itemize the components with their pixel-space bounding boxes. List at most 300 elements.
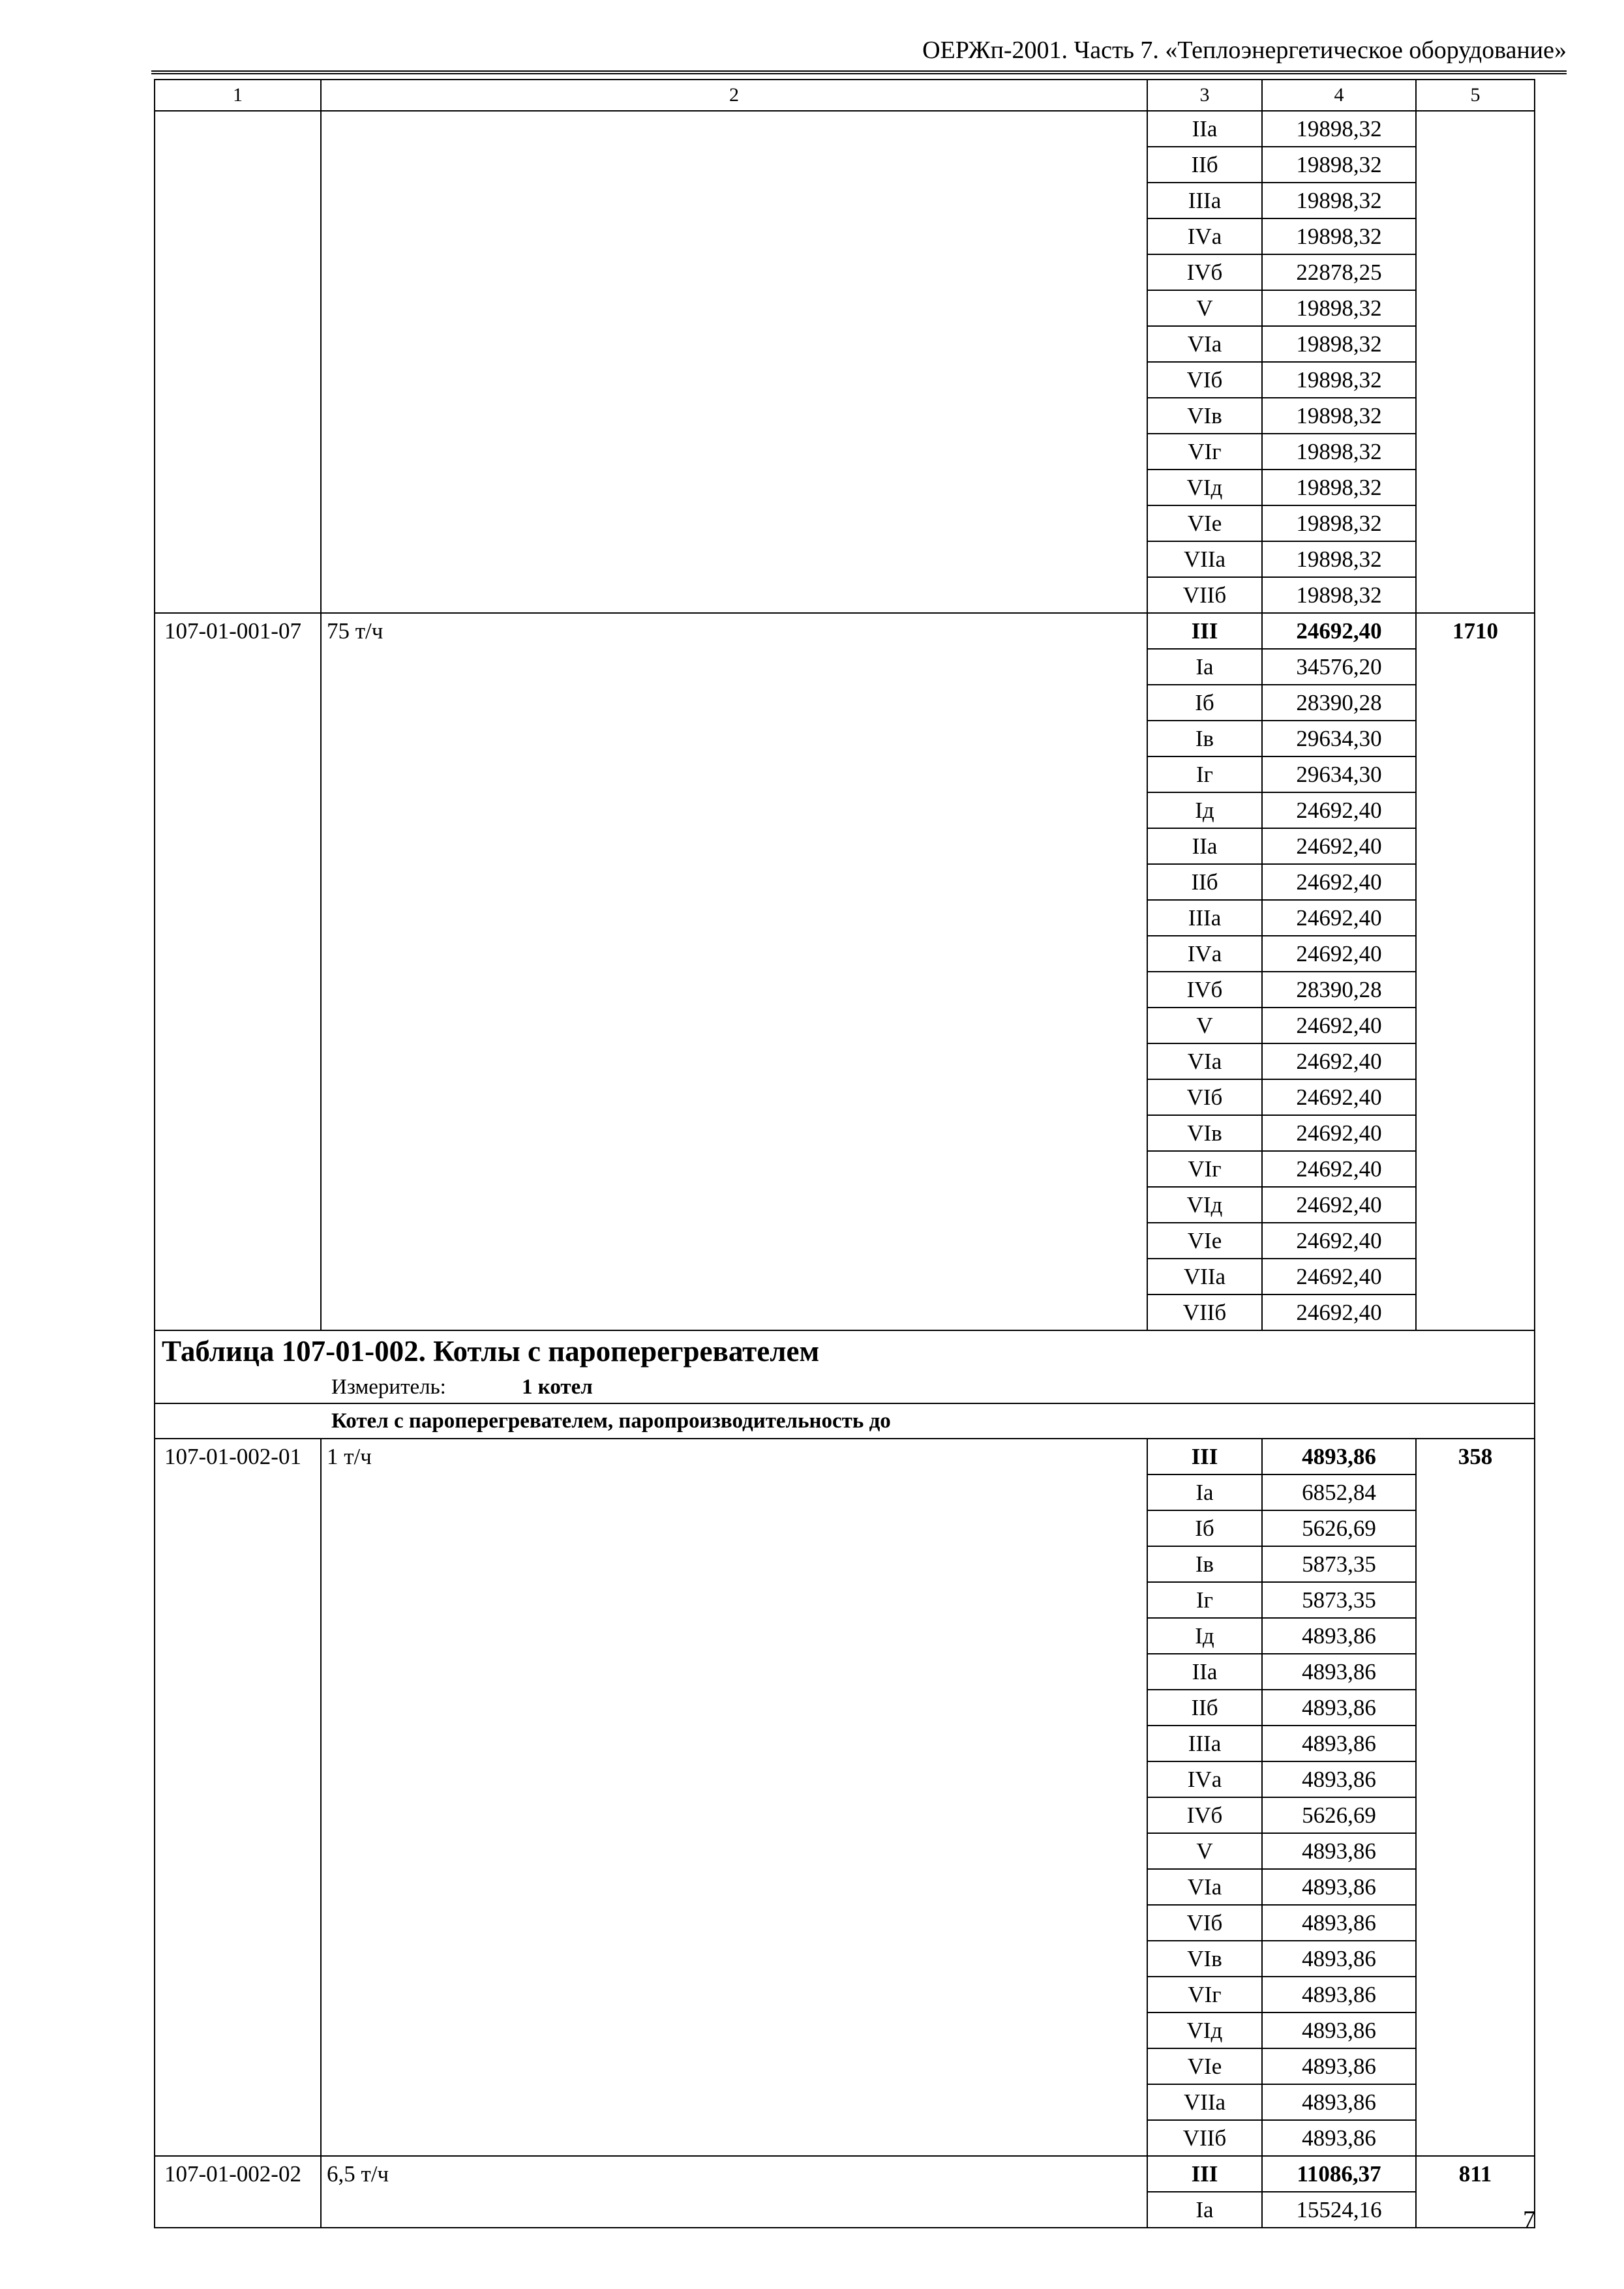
price-cell: 5873,35 bbox=[1262, 1582, 1416, 1618]
zone-cell: Iд bbox=[1147, 1618, 1262, 1654]
name-cell bbox=[321, 1259, 1147, 1294]
code-cell bbox=[155, 1187, 321, 1223]
table-row bbox=[155, 1905, 1535, 1941]
code-cell bbox=[155, 1474, 321, 1510]
price-cell: 19898,32 bbox=[1262, 470, 1416, 505]
name-cell bbox=[321, 434, 1147, 470]
labor-cell bbox=[1416, 1582, 1535, 1618]
table-row bbox=[155, 1977, 1535, 2012]
table-row bbox=[155, 1618, 1535, 1654]
table-row bbox=[155, 1761, 1535, 1797]
zone-cell: III bbox=[1147, 2156, 1262, 2192]
table-row bbox=[155, 1474, 1535, 1510]
code-cell bbox=[155, 1043, 321, 1079]
name-cell bbox=[321, 505, 1147, 541]
price-cell: 24692,40 bbox=[1262, 1223, 1416, 1259]
zone-cell: VIIа bbox=[1147, 1259, 1262, 1294]
name-cell bbox=[321, 1726, 1147, 1761]
code-cell bbox=[155, 1654, 321, 1690]
labor-cell bbox=[1416, 1008, 1535, 1043]
code-cell bbox=[155, 2192, 321, 2228]
code-cell bbox=[155, 577, 321, 613]
code-cell bbox=[155, 1618, 321, 1654]
zone-cell: V bbox=[1147, 290, 1262, 326]
name-cell bbox=[321, 828, 1147, 864]
price-cell: 4893,86 bbox=[1262, 1618, 1416, 1654]
code-cell bbox=[155, 828, 321, 864]
code-cell bbox=[155, 1726, 321, 1761]
table-row bbox=[155, 577, 1535, 613]
zone-cell: VIб bbox=[1147, 1079, 1262, 1115]
price-cell: 4893,86 bbox=[1262, 1690, 1416, 1726]
price-cell: 19898,32 bbox=[1262, 362, 1416, 398]
price-cell: 4893,86 bbox=[1262, 1869, 1416, 1905]
code-cell bbox=[155, 1546, 321, 1582]
table-row bbox=[155, 1187, 1535, 1223]
table-row bbox=[155, 1008, 1535, 1043]
price-table bbox=[154, 79, 1535, 2228]
price-cell: 19898,32 bbox=[1262, 290, 1416, 326]
code-cell bbox=[155, 1977, 321, 2012]
zone-cell: VIб bbox=[1147, 1905, 1262, 1941]
page-number: 7 bbox=[1523, 2206, 1535, 2234]
table-row bbox=[155, 1797, 1535, 1833]
zone-cell: Iд bbox=[1147, 792, 1262, 828]
zone-cell: VIд bbox=[1147, 1187, 1262, 1223]
code-cell bbox=[155, 1223, 321, 1259]
price-cell: 22878,25 bbox=[1262, 254, 1416, 290]
labor-cell bbox=[1416, 577, 1535, 613]
labor-cell bbox=[1416, 649, 1535, 685]
labor-cell bbox=[1416, 398, 1535, 434]
table-row bbox=[155, 1546, 1535, 1582]
labor-cell bbox=[1416, 2084, 1535, 2120]
code-cell bbox=[155, 505, 321, 541]
zone-cell: IVб bbox=[1147, 254, 1262, 290]
name-cell bbox=[321, 792, 1147, 828]
labor-cell bbox=[1416, 1474, 1535, 1510]
price-cell: 6852,84 bbox=[1262, 1474, 1416, 1510]
price-cell: 4893,86 bbox=[1262, 2120, 1416, 2156]
price-cell: 19898,32 bbox=[1262, 326, 1416, 362]
name-cell bbox=[321, 362, 1147, 398]
name-cell bbox=[321, 1941, 1147, 1977]
name-cell bbox=[321, 1654, 1147, 1690]
table-row bbox=[155, 2084, 1535, 2120]
zone-cell: VIа bbox=[1147, 1043, 1262, 1079]
code-cell bbox=[155, 183, 321, 218]
labor-cell bbox=[1416, 1294, 1535, 1330]
labor-cell bbox=[1416, 792, 1535, 828]
price-cell: 24692,40 bbox=[1262, 1079, 1416, 1115]
code-cell bbox=[155, 936, 321, 972]
labor-cell bbox=[1416, 434, 1535, 470]
code-cell bbox=[155, 1510, 321, 1546]
price-cell: 4893,86 bbox=[1262, 1941, 1416, 1977]
labor-cell bbox=[1416, 685, 1535, 721]
column-header: 2 bbox=[321, 80, 1147, 111]
price-cell: 24692,40 bbox=[1262, 792, 1416, 828]
table-row bbox=[155, 1510, 1535, 1546]
zone-cell: Iа bbox=[1147, 1474, 1262, 1510]
zone-cell: VIв bbox=[1147, 398, 1262, 434]
code-cell bbox=[155, 2084, 321, 2120]
name-cell bbox=[321, 1582, 1147, 1618]
code-cell bbox=[155, 470, 321, 505]
table-row bbox=[155, 1259, 1535, 1294]
name-cell bbox=[321, 1151, 1147, 1187]
zone-cell: VIв bbox=[1147, 1115, 1262, 1151]
table-row bbox=[155, 1869, 1535, 1905]
code-cell bbox=[155, 756, 321, 792]
code-cell bbox=[155, 2012, 321, 2048]
price-cell: 24692,40 bbox=[1262, 1259, 1416, 1294]
name-cell bbox=[321, 2120, 1147, 2156]
code-cell bbox=[155, 1151, 321, 1187]
labor-cell bbox=[1416, 1761, 1535, 1797]
labor-cell bbox=[1416, 254, 1535, 290]
zone-cell: Iа bbox=[1147, 2192, 1262, 2228]
code-cell bbox=[155, 1008, 321, 1043]
zone-cell: Iб bbox=[1147, 1510, 1262, 1546]
labor-cell bbox=[1416, 2192, 1535, 2228]
price-cell: 28390,28 bbox=[1262, 685, 1416, 721]
labor-cell: 1710 bbox=[1416, 613, 1535, 649]
labor-cell bbox=[1416, 1151, 1535, 1187]
code-cell bbox=[155, 1833, 321, 1869]
name-cell bbox=[321, 2084, 1147, 2120]
table-row bbox=[155, 218, 1535, 254]
table-row bbox=[155, 756, 1535, 792]
name-cell bbox=[321, 2012, 1147, 2048]
labor-cell bbox=[1416, 1546, 1535, 1582]
name-cell bbox=[321, 398, 1147, 434]
name-cell bbox=[321, 218, 1147, 254]
name-cell bbox=[321, 936, 1147, 972]
labor-cell bbox=[1416, 183, 1535, 218]
zone-cell: VIIа bbox=[1147, 2084, 1262, 2120]
table-row bbox=[155, 649, 1535, 685]
table-row bbox=[155, 1115, 1535, 1151]
name-cell: 1 т/ч bbox=[321, 1439, 1147, 1474]
labor-cell bbox=[1416, 1833, 1535, 1869]
zone-cell: IVб bbox=[1147, 972, 1262, 1008]
code-cell bbox=[155, 649, 321, 685]
table-row bbox=[155, 828, 1535, 864]
name-cell bbox=[321, 864, 1147, 900]
code-cell bbox=[155, 1761, 321, 1797]
zone-cell: VIе bbox=[1147, 2048, 1262, 2084]
name-cell bbox=[321, 326, 1147, 362]
table-row bbox=[155, 864, 1535, 900]
labor-cell bbox=[1416, 290, 1535, 326]
name-cell bbox=[321, 2192, 1147, 2228]
zone-cell: V bbox=[1147, 1833, 1262, 1869]
zone-cell: VIг bbox=[1147, 434, 1262, 470]
running-header: ОЕРЖп-2001. Часть 7. «Теплоэнергетическое оборудование» bbox=[922, 37, 1567, 64]
code-cell bbox=[155, 1582, 321, 1618]
price-cell: 4893,86 bbox=[1262, 2048, 1416, 2084]
section-row bbox=[155, 1403, 1535, 1439]
zone-cell: IVа bbox=[1147, 936, 1262, 972]
labor-cell: 358 bbox=[1416, 1439, 1535, 1474]
name-cell bbox=[321, 685, 1147, 721]
code-cell bbox=[155, 398, 321, 434]
table-row bbox=[155, 1654, 1535, 1690]
zone-cell: VIIб bbox=[1147, 1294, 1262, 1330]
table-row bbox=[155, 1151, 1535, 1187]
labor-cell bbox=[1416, 1869, 1535, 1905]
table-row bbox=[155, 900, 1535, 936]
zone-cell: IIа bbox=[1147, 111, 1262, 147]
labor-cell bbox=[1416, 541, 1535, 577]
table-row bbox=[155, 2156, 1535, 2192]
price-cell: 24692,40 bbox=[1262, 1187, 1416, 1223]
code-cell bbox=[155, 147, 321, 183]
meter-row bbox=[155, 1371, 1535, 1403]
code-cell bbox=[155, 1259, 321, 1294]
price-cell: 24692,40 bbox=[1262, 828, 1416, 864]
labor-cell bbox=[1416, 1510, 1535, 1546]
price-cell: 24692,40 bbox=[1262, 864, 1416, 900]
name-cell bbox=[321, 1905, 1147, 1941]
table-row bbox=[155, 541, 1535, 577]
code-cell bbox=[155, 1941, 321, 1977]
table-row bbox=[155, 1726, 1535, 1761]
column-header-row bbox=[155, 80, 1535, 111]
labor-cell bbox=[1416, 111, 1535, 147]
table-row bbox=[155, 972, 1535, 1008]
labor-cell bbox=[1416, 721, 1535, 756]
name-cell bbox=[321, 1690, 1147, 1726]
code-cell bbox=[155, 290, 321, 326]
zone-cell: IVб bbox=[1147, 1797, 1262, 1833]
name-cell bbox=[321, 290, 1147, 326]
labor-cell bbox=[1416, 1043, 1535, 1079]
name-cell bbox=[321, 1008, 1147, 1043]
name-cell bbox=[321, 470, 1147, 505]
price-cell: 19898,32 bbox=[1262, 577, 1416, 613]
table-row bbox=[155, 685, 1535, 721]
meter-value: 1 котел bbox=[522, 1375, 593, 1399]
code-cell bbox=[155, 1294, 321, 1330]
table-row bbox=[155, 1294, 1535, 1330]
table-row bbox=[155, 2120, 1535, 2156]
name-cell bbox=[321, 1079, 1147, 1115]
name-cell bbox=[321, 147, 1147, 183]
price-cell: 29634,30 bbox=[1262, 721, 1416, 756]
price-cell: 4893,86 bbox=[1262, 1833, 1416, 1869]
table-row bbox=[155, 147, 1535, 183]
zone-cell: VIб bbox=[1147, 362, 1262, 398]
zone-cell: IIб bbox=[1147, 147, 1262, 183]
zone-cell: IIа bbox=[1147, 828, 1262, 864]
code-cell bbox=[155, 2120, 321, 2156]
table-row bbox=[155, 1043, 1535, 1079]
table-row bbox=[155, 111, 1535, 147]
zone-cell: VIIа bbox=[1147, 541, 1262, 577]
name-cell bbox=[321, 111, 1147, 147]
code-cell bbox=[155, 362, 321, 398]
labor-cell bbox=[1416, 1690, 1535, 1726]
name-cell: 75 т/ч bbox=[321, 613, 1147, 649]
price-cell: 4893,86 bbox=[1262, 1439, 1416, 1474]
code-cell bbox=[155, 434, 321, 470]
column-header: 1 bbox=[155, 80, 321, 111]
price-cell: 4893,86 bbox=[1262, 1977, 1416, 2012]
zone-cell: III bbox=[1147, 613, 1262, 649]
price-cell: 11086,37 bbox=[1262, 2156, 1416, 2192]
labor-cell bbox=[1416, 1618, 1535, 1654]
zone-cell: IIIа bbox=[1147, 1726, 1262, 1761]
zone-cell: IIб bbox=[1147, 1690, 1262, 1726]
name-cell bbox=[321, 1510, 1147, 1546]
code-cell bbox=[155, 900, 321, 936]
name-cell bbox=[321, 1187, 1147, 1223]
code-cell bbox=[155, 1905, 321, 1941]
labor-cell bbox=[1416, 864, 1535, 900]
labor-cell bbox=[1416, 505, 1535, 541]
column-header: 4 bbox=[1262, 80, 1416, 111]
zone-cell: Iв bbox=[1147, 1546, 1262, 1582]
labor-cell bbox=[1416, 1941, 1535, 1977]
price-cell: 24692,40 bbox=[1262, 900, 1416, 936]
table-row bbox=[155, 434, 1535, 470]
code-cell bbox=[155, 218, 321, 254]
labor-cell bbox=[1416, 1187, 1535, 1223]
name-cell: 6,5 т/ч bbox=[321, 2156, 1147, 2192]
labor-cell bbox=[1416, 326, 1535, 362]
zone-cell: VIд bbox=[1147, 2012, 1262, 2048]
code-cell bbox=[155, 1079, 321, 1115]
name-cell bbox=[321, 1618, 1147, 1654]
zone-cell: Iб bbox=[1147, 685, 1262, 721]
code-cell bbox=[155, 685, 321, 721]
labor-cell bbox=[1416, 1905, 1535, 1941]
price-cell: 19898,32 bbox=[1262, 505, 1416, 541]
zone-cell: VIг bbox=[1147, 1977, 1262, 2012]
table-row bbox=[155, 1079, 1535, 1115]
zone-cell: Iг bbox=[1147, 1582, 1262, 1618]
labor-cell bbox=[1416, 2048, 1535, 2084]
labor-cell bbox=[1416, 828, 1535, 864]
labor-cell bbox=[1416, 1654, 1535, 1690]
table-row bbox=[155, 254, 1535, 290]
table-row bbox=[155, 183, 1535, 218]
price-cell: 24692,40 bbox=[1262, 1151, 1416, 1187]
labor-cell bbox=[1416, 470, 1535, 505]
zone-cell: VIв bbox=[1147, 1941, 1262, 1977]
labor-cell bbox=[1416, 756, 1535, 792]
price-cell: 4893,86 bbox=[1262, 2012, 1416, 2048]
name-cell bbox=[321, 1474, 1147, 1510]
labor-cell bbox=[1416, 147, 1535, 183]
table-row bbox=[155, 1833, 1535, 1869]
price-cell: 24692,40 bbox=[1262, 936, 1416, 972]
code-cell: 107-01-002-01 bbox=[155, 1439, 321, 1474]
name-cell bbox=[321, 183, 1147, 218]
code-cell bbox=[155, 792, 321, 828]
price-cell: 4893,86 bbox=[1262, 1654, 1416, 1690]
price-cell: 4893,86 bbox=[1262, 1726, 1416, 1761]
code-cell: 107-01-001-07 bbox=[155, 613, 321, 649]
name-cell bbox=[321, 254, 1147, 290]
section-title: Котел с пароперегревателем, паропроизводительность до bbox=[155, 1403, 1535, 1439]
price-cell: 19898,32 bbox=[1262, 147, 1416, 183]
zone-cell: III bbox=[1147, 1439, 1262, 1474]
labor-cell bbox=[1416, 972, 1535, 1008]
labor-cell bbox=[1416, 2120, 1535, 2156]
price-cell: 24692,40 bbox=[1262, 1043, 1416, 1079]
code-cell bbox=[155, 721, 321, 756]
header-rule bbox=[151, 70, 1567, 74]
zone-cell: Iг bbox=[1147, 756, 1262, 792]
code-cell bbox=[155, 1115, 321, 1151]
table-row bbox=[155, 1439, 1535, 1474]
code-cell bbox=[155, 972, 321, 1008]
price-cell: 24692,40 bbox=[1262, 613, 1416, 649]
zone-cell: VIе bbox=[1147, 1223, 1262, 1259]
table-row bbox=[155, 721, 1535, 756]
labor-cell bbox=[1416, 2012, 1535, 2048]
labor-cell: 811 bbox=[1416, 2156, 1535, 2192]
zone-cell: Iв bbox=[1147, 721, 1262, 756]
code-cell bbox=[155, 864, 321, 900]
name-cell bbox=[321, 721, 1147, 756]
zone-cell: VIа bbox=[1147, 326, 1262, 362]
code-cell bbox=[155, 111, 321, 147]
table-row bbox=[155, 2192, 1535, 2228]
name-cell bbox=[321, 1797, 1147, 1833]
zone-cell: IIб bbox=[1147, 864, 1262, 900]
table-row bbox=[155, 505, 1535, 541]
table-row bbox=[155, 2048, 1535, 2084]
table-row bbox=[155, 1690, 1535, 1726]
price-cell: 19898,32 bbox=[1262, 434, 1416, 470]
price-cell: 28390,28 bbox=[1262, 972, 1416, 1008]
labor-cell bbox=[1416, 1726, 1535, 1761]
name-cell bbox=[321, 1294, 1147, 1330]
price-cell: 24692,40 bbox=[1262, 1115, 1416, 1151]
labor-cell bbox=[1416, 900, 1535, 936]
zone-cell: VIд bbox=[1147, 470, 1262, 505]
zone-cell: VIIб bbox=[1147, 2120, 1262, 2156]
name-cell bbox=[321, 1761, 1147, 1797]
meter-label: Измеритель: bbox=[331, 1375, 446, 1399]
table-row bbox=[155, 326, 1535, 362]
price-cell: 4893,86 bbox=[1262, 2084, 1416, 2120]
name-cell bbox=[321, 541, 1147, 577]
table-title-row bbox=[155, 1330, 1535, 1371]
name-cell bbox=[321, 1223, 1147, 1259]
labor-cell bbox=[1416, 1115, 1535, 1151]
price-cell: 5626,69 bbox=[1262, 1510, 1416, 1546]
code-cell bbox=[155, 326, 321, 362]
code-cell bbox=[155, 254, 321, 290]
price-cell: 19898,32 bbox=[1262, 398, 1416, 434]
name-cell bbox=[321, 577, 1147, 613]
price-cell: 29634,30 bbox=[1262, 756, 1416, 792]
price-cell: 4893,86 bbox=[1262, 1761, 1416, 1797]
zone-cell: IIа bbox=[1147, 1654, 1262, 1690]
name-cell bbox=[321, 1869, 1147, 1905]
name-cell bbox=[321, 900, 1147, 936]
table-row bbox=[155, 2012, 1535, 2048]
zone-cell: IVа bbox=[1147, 1761, 1262, 1797]
price-cell: 24692,40 bbox=[1262, 1294, 1416, 1330]
zone-cell: VIе bbox=[1147, 505, 1262, 541]
name-cell bbox=[321, 2048, 1147, 2084]
